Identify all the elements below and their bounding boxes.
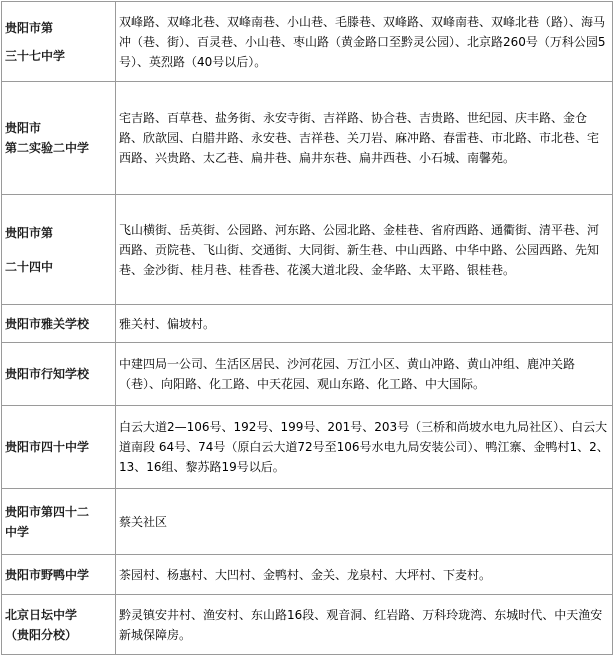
school-name-line: 第二实验二中学	[5, 141, 90, 155]
school-name-cell	[2, 343, 116, 406]
school-name-cell	[2, 82, 116, 195]
school-name-cell	[2, 595, 116, 655]
school-name-line: 二十四中	[5, 259, 54, 274]
school-name-line: 贵阳市第	[5, 20, 54, 35]
school-name-cell	[2, 195, 116, 305]
zoning-area-cell: 茶园村、杨惠村、大凹村、金鸭村、金关、龙泉村、大坪村、下麦村。	[116, 555, 613, 595]
school-name-line: （贵阳分校）	[5, 627, 78, 642]
school-name-line: 贵阳市行知学校	[5, 367, 90, 381]
zoning-area-cell: 飞山横街、岳英街、公园路、河东路、公园北路、金桂巷、省府西路、通衢街、清平巷、河西路、贡院巷、飞山街、交通街、大同街、新生巷、中山西路、中华中路、公园西路、先知巷、金沙街、桂月巷、桂香巷、花溪大道北段、金华路、太平路、银桂巷。	[116, 195, 613, 305]
school-name-line: 贵阳市第	[5, 225, 54, 240]
school-name-cell	[2, 305, 116, 343]
table-row	[2, 2, 613, 82]
school-zoning-table	[1, 1, 613, 655]
school-name-cell	[2, 489, 116, 555]
table-row	[2, 489, 613, 555]
table-row	[2, 305, 613, 343]
table-row	[2, 406, 613, 489]
school-name-line: 贵阳市第四十二	[5, 504, 90, 519]
zoning-area-cell: 雅关村、偏坡村。	[116, 305, 613, 343]
table-row	[2, 555, 613, 595]
zoning-area-cell: 黔灵镇安井村、渔安村、东山路16段、观音洞、红岩路、万科玲珑湾、东城时代、中天渔安新城保障房。	[116, 595, 613, 655]
school-name-line: 中学	[5, 524, 30, 539]
school-name-line: 贵阳市雅关学校	[5, 316, 90, 331]
zoning-area-cell: 宅吉路、百草巷、盐务街、永安寺街、吉祥路、协合巷、吉贵路、世纪园、庆丰路、金仓路、欣歆园、白腊井路、永安巷、吉祥巷、关刀岩、麻冲路、春雷巷、市北路、市北巷、宅西路、兴贵路、太乙巷、扁井巷、扁井东巷、扁井西巷、小石城、南馨苑。	[116, 82, 613, 195]
school-name-line: 贵阳市野鸭中学	[5, 567, 90, 582]
school-name-line: 贵阳市	[5, 121, 42, 135]
zoning-area-cell: 双峰路、双峰北巷、双峰南巷、小山巷、毛滕巷、双峰路、双峰南巷、双峰北巷（路）、海马冲（巷、街）、百灵巷、小山巷、枣山路（黄金路口至黔灵公园）、北京路260号（万科公园5号）、英烈路（40号以后）。	[116, 2, 613, 82]
table-row	[2, 195, 613, 305]
zoning-area-cell: 中建四局一公司、生活区居民、沙河花园、万江小区、黄山冲路、黄山冲组、鹿冲关路（巷）、向阳路、化工路、中天花园、观山东路、化工路、中大国际。	[116, 343, 613, 406]
school-name-cell	[2, 555, 116, 595]
zoning-area-cell: 蔡关社区	[116, 489, 613, 555]
school-name-line: 贵阳市四十中学	[5, 440, 90, 454]
school-name-cell	[2, 2, 116, 82]
zoning-area-cell: 白云大道2—106号、192号、199号、201号、203号（三桥和尚坡水电九局社区）、白云大道南段 64号、74号（原白云大道72号至106号水电九局安装公司）、鸭江寨、金鸭村1、2、13、16组、黎苏路19号以后。	[116, 406, 613, 489]
school-name-line: 三十七中学	[5, 48, 66, 63]
table-row	[2, 343, 613, 406]
table-row	[2, 82, 613, 195]
school-name-cell	[2, 406, 116, 489]
table-row	[2, 595, 613, 655]
school-name-line: 北京日坛中学	[5, 607, 78, 622]
